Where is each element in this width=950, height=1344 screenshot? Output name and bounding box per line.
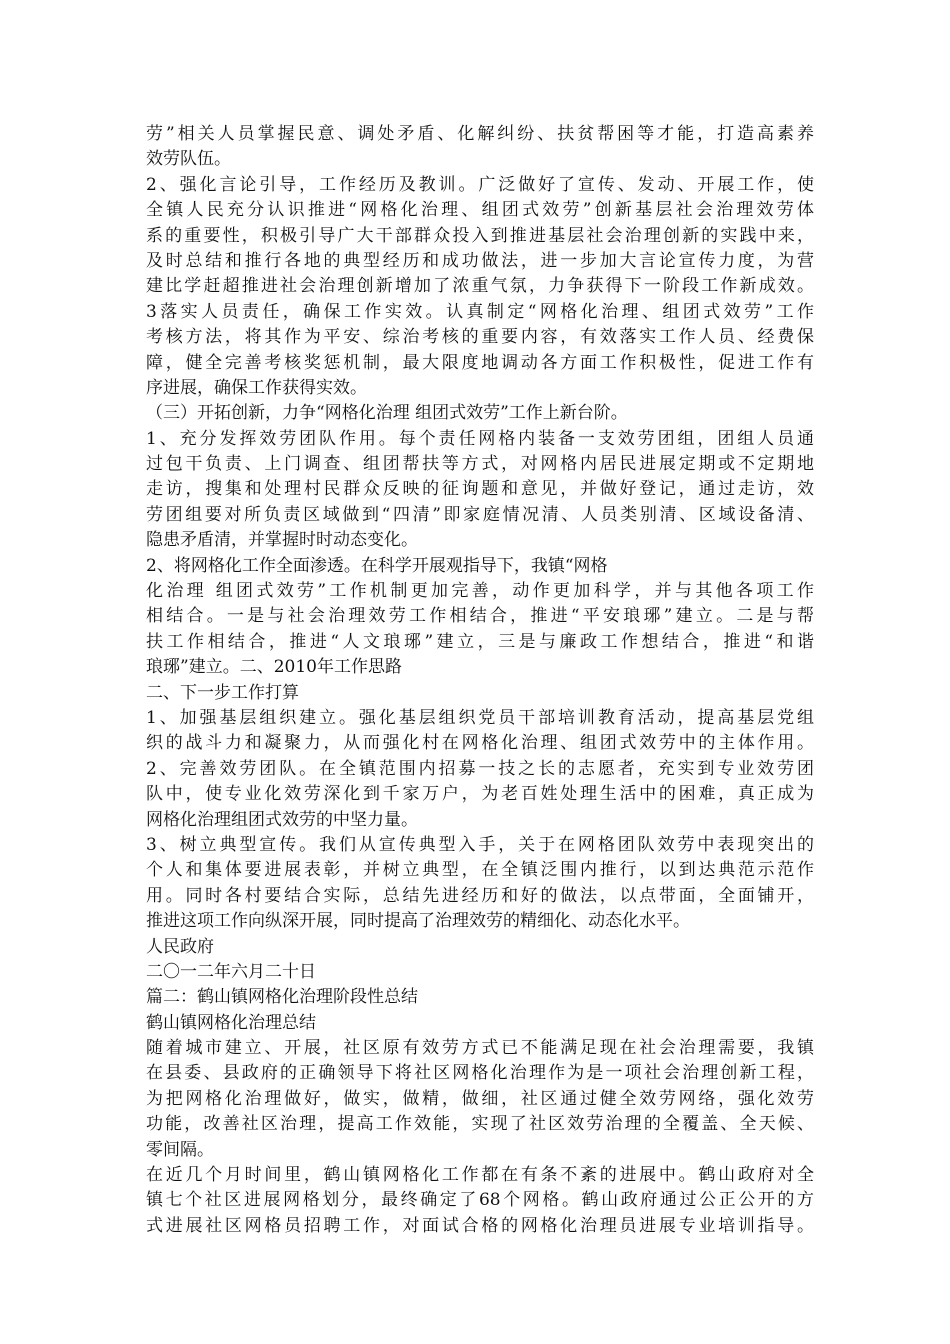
text-line: 二〇一二年六月二十日 [146,961,316,982]
text-line: 在县委、县政府的正确领导下将社区网格化治理作为是一项社会治理创新工程， [146,1063,814,1084]
text-line: 式进展社区网格员招聘工作，对面试合格的网格化治理员进展专业培训指导。 [146,1215,814,1236]
text-line: 用。同时各村要结合实际，总结先进经历和好的做法，以点带面，全面铺开， [146,885,814,906]
text-line: 网格化治理组团式效劳的中坚力量。 [146,809,418,830]
text-line: 劳”相关人员掌握民意、调处矛盾、化解纠纷、扶贫帮困等才能，打造高素养 [146,124,814,144]
text-line: 化治理 组团式效劳”工作机制更加完善，动作更加科学，并与其他各项工作 [146,581,814,602]
text-line: 序进展，确保工作获得实效。 [146,377,367,398]
text-line: 镇七个社区进展网格划分，最终确定了68个网格。鹤山政府通过公正公开的方 [146,1190,814,1211]
text-line: （三）开拓创新，力争“网格化治理 组团式效劳”工作上新台阶。 [146,403,628,424]
text-line: 系的重要性，积极引导广大干部群众投入到推进基层社会治理创新的实践中来， [146,225,814,246]
text-line: 为把网格化治理做好，做实，做精，做细，社区通过健全效劳网络，强化效劳 [146,1088,814,1109]
text-line: 琅琊”建立。二、2010年工作思路 [146,657,402,678]
text-line: 效劳队伍。 [146,149,231,170]
text-line: 零间隔。 [146,1139,214,1160]
text-line: 2、强化言论引导，工作经历及教训。广泛做好了宣传、发动、开展工作，使 [146,174,814,195]
text-line: 过包干负责、上门调查、组团帮扶等方式，对网格内居民进展定期或不定期地 [146,454,814,475]
text-line: 建比学赶超推进社会治理创新增加了浓重气氛，力争获得下一阶段工作新成效。 [146,276,814,297]
text-line: 障，健全完善考核奖惩机制，最大限度地调动各方面工作积极性，促进工作有 [146,352,814,373]
text-line: 劳团组要对所负责区域做到“四清”即家庭情况清、人员类别清、区域设备清、 [146,504,814,525]
text-line: 3、树立典型宣传。我们从宣传典型入手，关于在网格团队效劳中表现突出的 [146,834,814,855]
text-line: 鹤山镇网格化治理总结 [146,1012,316,1033]
text-line: 人民政府 [146,936,214,957]
text-line: 隐患矛盾清，并掌握时时动态变化。 [146,530,418,551]
text-line: 扶工作相结合，推进“人文琅琊”建立，三是与廉政工作想结合，推进“和谐 [146,631,814,652]
text-line: 1、加强基层组织建立。强化基层组织党员干部培训教育活动，提高基层党组 [146,707,814,728]
text-line: 1、充分发挥效劳团队作用。每个责任网格内装备一支效劳团组，团组人员通 [146,428,814,449]
text-line: 随着城市建立、开展，社区原有效劳方式已不能满足现在社会治理需要，我镇 [146,1038,814,1059]
document-body [146,122,814,1239]
text-line: 篇二：鹤山镇网格化治理阶段性总结 [146,987,418,1008]
text-line: 2、完善效劳团队。在全镇范围内招募一技之长的志愿者，充实到专业效劳团 [146,758,814,779]
text-line: 二、下一步工作打算 [146,682,299,703]
text-line: 3落实人员责任，确保工作实效。认真制定“网格化治理、组团式效劳”工作 [146,301,814,322]
text-line: 走访，搜集和处理村民群众反映的征询题和意见，并做好登记，通过走访，效 [146,479,814,500]
text-line: 队中，使专业化效劳深化到千家万户，为老百姓处理生活中的困难，真正成为 [146,784,814,805]
text-line: 全镇人民充分认识推进“网格化治理、组团式效劳”创新基层社会治理效劳体 [146,200,814,221]
text-line: 在近几个月时间里，鹤山镇网格化工作都在有条不紊的进展中。鹤山政府对全 [146,1165,814,1186]
text-line: 考核方法，将其作为平安、综治考核的重要内容，有效落实工作人员、经费保 [146,327,814,348]
text-line: 织的战斗力和凝聚力，从而强化村在网格化治理、组团式效劳中的主体作用。 [146,733,814,754]
text-line: 功能，改善社区治理，提高工作效能，实现了社区效劳治理的全覆盖、全天候、 [146,1114,814,1135]
text-line: 推进这项工作向纵深开展，同时提高了治理效劳的精细化、动态化水平。 [146,911,690,932]
text-line: 个人和集体要进展表彰，并树立典型，在全镇泛围内推行，以到达典范示范作 [146,860,814,881]
text-line: 及时总结和推行各地的典型经历和成功做法，进一步加大言论宣传力度，为营 [146,250,814,271]
text-line: 相结合。一是与社会治理效劳工作相结合，推进“平安琅琊”建立。二是与帮 [146,606,814,627]
text-line: 2、将网格化工作全面渗透。在科学开展观指导下，我镇“网格 [146,555,608,576]
